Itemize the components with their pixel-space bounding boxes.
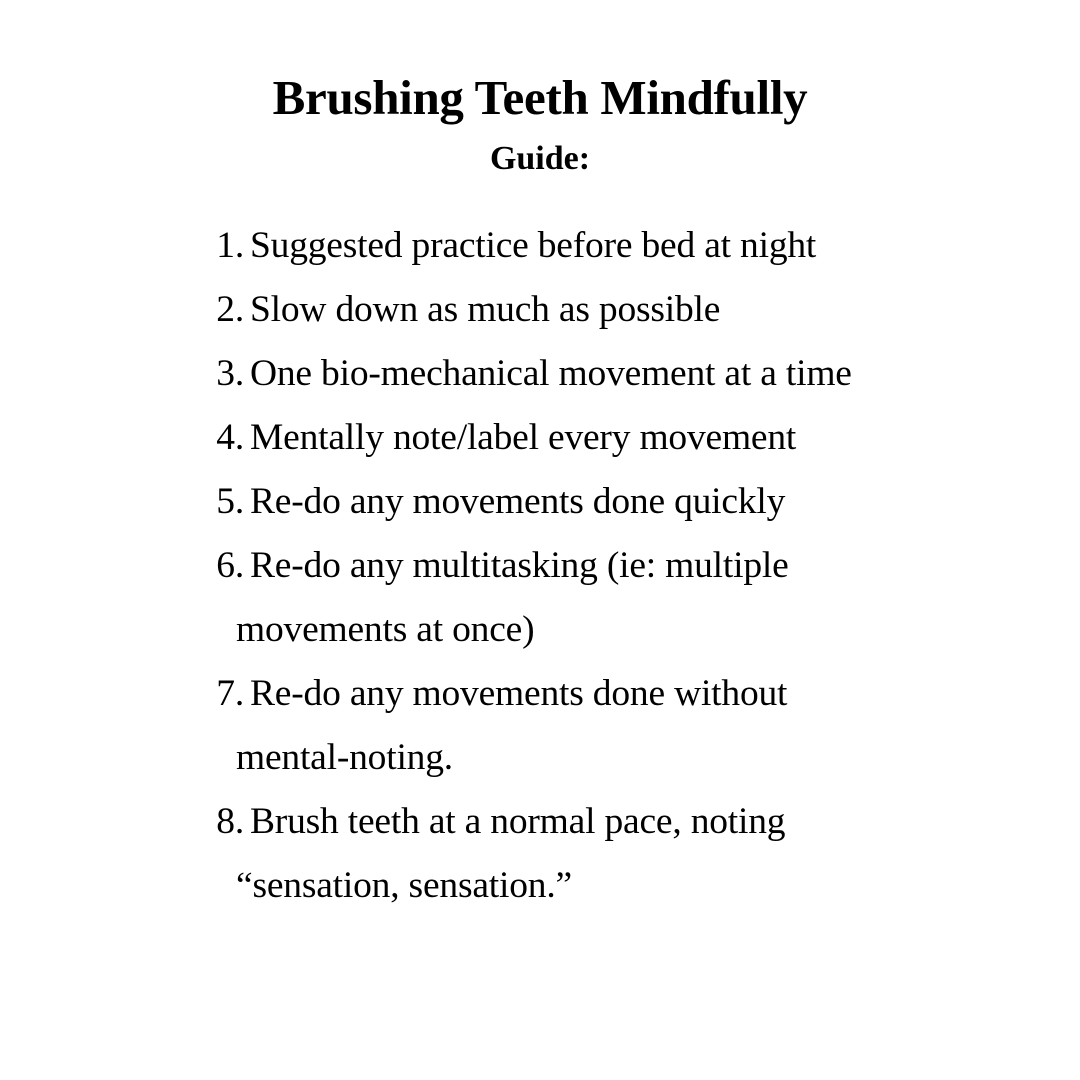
list-item: [200, 534, 890, 662]
item-text: Re-do any movements done without: [250, 673, 788, 714]
item-text: One bio-mechanical movement at a time: [250, 353, 852, 394]
item-number: 6.: [216, 545, 244, 586]
item-text: Suggested practice before bed at night: [250, 225, 817, 266]
item-text-continuation: “sensation, sensation.”: [236, 865, 572, 906]
list-item: [200, 406, 890, 470]
page-subtitle: Guide:: [489, 140, 591, 177]
item-number: 1.: [216, 225, 244, 266]
item-text: Mentally note/label every movement: [250, 417, 797, 458]
list-item: [200, 278, 890, 342]
list-item: [200, 214, 890, 278]
item-text: Re-do any movements done quickly: [250, 481, 786, 522]
item-number: 2.: [216, 289, 244, 330]
item-number: 4.: [216, 417, 244, 458]
list-item: [200, 470, 890, 534]
item-number: 5.: [216, 481, 244, 522]
item-text: Slow down as much as possible: [250, 289, 721, 330]
guide-list: [200, 214, 890, 918]
item-text-continuation: movements at once): [236, 609, 535, 650]
item-text: Brush teeth at a normal pace, noting: [250, 801, 786, 842]
item-text: Re-do any multitasking (ie: multiple: [250, 545, 789, 586]
item-number: 8.: [216, 801, 244, 842]
list-item: [200, 662, 890, 790]
item-text-continuation: mental-noting.: [236, 737, 453, 778]
list-item: [200, 342, 890, 406]
item-number: 7.: [216, 673, 244, 714]
item-number: 3.: [216, 353, 244, 394]
list-item: [200, 790, 890, 918]
page-title: Brushing Teeth Mindfully: [272, 70, 808, 125]
